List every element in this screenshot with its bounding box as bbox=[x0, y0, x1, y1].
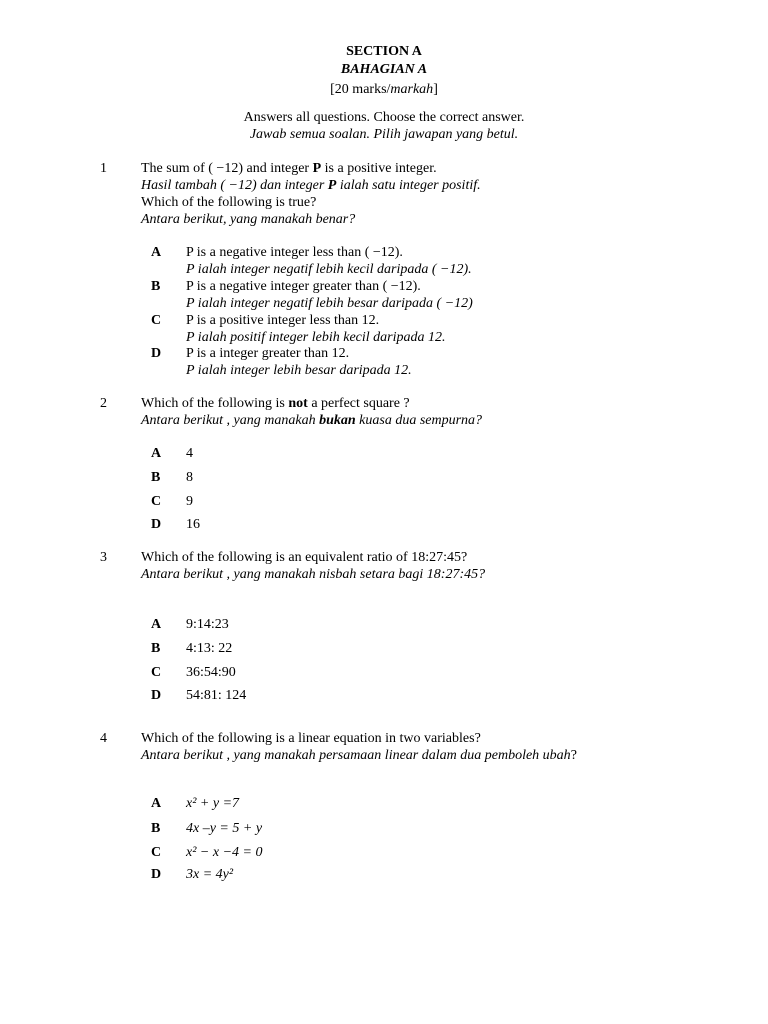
option-3d[interactable] bbox=[0, 687, 768, 704]
section-title: SECTION A bbox=[346, 44, 422, 59]
option-label: C bbox=[151, 313, 162, 328]
option-3b[interactable] bbox=[0, 640, 768, 657]
option-2b[interactable] bbox=[0, 469, 768, 486]
option-text: x² − x −4 = 0 bbox=[186, 845, 263, 860]
stem-line-en: Which of the following is true? bbox=[141, 195, 317, 210]
stem-emphasis: not bbox=[288, 396, 308, 411]
stem-line-ms bbox=[141, 177, 741, 194]
option-text-ms: P ialah integer negatif lebih kecil daripada ( −12). bbox=[186, 262, 472, 277]
option-2a[interactable] bbox=[0, 445, 768, 462]
option-text-en: P is a negative integer greater than ( −12). bbox=[186, 279, 421, 294]
option-text: 4:13: 22 bbox=[186, 641, 233, 656]
option-1a[interactable] bbox=[0, 244, 768, 278]
question-stem bbox=[141, 395, 741, 429]
stem-text: ialah satu integer positif. bbox=[336, 178, 481, 193]
option-label: C bbox=[151, 665, 162, 680]
option-text-ms: P ialah integer negatif lebih besar daripada ( −12) bbox=[186, 296, 473, 311]
option-label: D bbox=[151, 346, 162, 361]
option-text bbox=[186, 312, 726, 346]
marks-label bbox=[0, 81, 768, 98]
option-1d[interactable] bbox=[0, 345, 768, 379]
option-text: 9 bbox=[186, 494, 193, 509]
option-text-ms: P ialah positif integer lebih kecil daripada 12. bbox=[186, 330, 446, 345]
option-1c[interactable] bbox=[0, 312, 768, 346]
stem-line-ms bbox=[141, 412, 741, 429]
stem-line-ms bbox=[141, 747, 741, 764]
option-2c[interactable] bbox=[0, 493, 768, 510]
option-text: 8 bbox=[186, 470, 193, 485]
option-text: x² + y =7 bbox=[186, 796, 240, 811]
option-label: D bbox=[151, 688, 162, 703]
option-text: 36:54:90 bbox=[186, 665, 236, 680]
option-text-en: P is a integer greater than 12. bbox=[186, 346, 350, 361]
marks-bracket: ] bbox=[433, 82, 438, 97]
option-text bbox=[186, 244, 726, 278]
section-title-malay: BAHAGIAN A bbox=[340, 62, 428, 77]
option-label: B bbox=[151, 821, 161, 836]
stem-text: Hasil tambah ( −12) dan integer bbox=[141, 178, 328, 193]
option-label: B bbox=[151, 470, 161, 485]
option-label: A bbox=[151, 245, 162, 260]
option-label: B bbox=[151, 279, 161, 294]
option-text-en: P is a negative integer less than ( −12). bbox=[186, 245, 403, 260]
option-text: 16 bbox=[186, 517, 200, 532]
stem-line-en: Which of the following is a linear equation in two variables? bbox=[141, 731, 481, 746]
stem-text: Antara berikut , yang manakah bbox=[141, 413, 320, 428]
question-stem bbox=[141, 160, 741, 228]
marks-text: [20 marks/ bbox=[330, 82, 391, 97]
option-label: A bbox=[151, 617, 162, 632]
option-3a[interactable] bbox=[0, 616, 768, 633]
stem-text: Antara berikut , yang manakah persamaan linear dalam dua pemboleh ubah bbox=[141, 748, 571, 763]
option-label: A bbox=[151, 796, 162, 811]
stem-text: is a positive integer. bbox=[321, 161, 437, 176]
option-text: 54:81: 124 bbox=[186, 688, 247, 703]
option-text: 3x = 4y² bbox=[186, 867, 234, 882]
option-text-ms: P ialah integer lebih besar daripada 12. bbox=[186, 363, 412, 378]
option-label: B bbox=[151, 641, 161, 656]
question-number: 2 bbox=[100, 396, 107, 411]
option-label: A bbox=[151, 446, 162, 461]
stem-text: Which of the following is bbox=[141, 396, 289, 411]
option-label: C bbox=[151, 845, 162, 860]
marks-text-malay: markah bbox=[390, 82, 434, 97]
option-label: D bbox=[151, 517, 162, 532]
question-stem bbox=[141, 549, 741, 583]
option-text-en: P is a positive integer less than 12. bbox=[186, 313, 380, 328]
stem-line-ms: Antara berikut , yang manakah nisbah setara bagi 18:27:45? bbox=[141, 567, 486, 582]
stem-text: The sum of ( −12) and integer bbox=[141, 161, 313, 176]
option-text: 4 bbox=[186, 446, 193, 461]
option-3c[interactable] bbox=[0, 664, 768, 681]
stem-line-en: Which of the following is an equivalent ratio of 18:27:45? bbox=[141, 550, 468, 565]
option-2d[interactable] bbox=[0, 516, 768, 533]
instructions: Answers all questions. Choose the correct answer. bbox=[243, 110, 525, 125]
question-number: 1 bbox=[100, 161, 107, 176]
option-text: 4x –y = 5 + y bbox=[186, 821, 263, 836]
option-text: 9:14:23 bbox=[186, 617, 229, 632]
stem-var: P bbox=[312, 161, 322, 176]
option-text bbox=[186, 345, 726, 379]
option-text bbox=[186, 278, 726, 312]
stem-var: P bbox=[327, 178, 337, 193]
option-4c[interactable] bbox=[0, 844, 768, 861]
stem-text: a perfect square ? bbox=[307, 396, 410, 411]
option-4b[interactable] bbox=[0, 820, 768, 837]
stem-line-ms: Antara berikut, yang manakah benar? bbox=[141, 212, 356, 227]
instructions-malay: Jawab semua soalan. Pilih jawapan yang betul. bbox=[249, 127, 519, 142]
stem-text: kuasa dua sempurna? bbox=[355, 413, 483, 428]
question-number: 3 bbox=[100, 550, 107, 565]
question-stem bbox=[141, 730, 741, 764]
option-4d[interactable] bbox=[0, 866, 768, 883]
stem-line-en bbox=[141, 395, 741, 412]
option-label: C bbox=[151, 494, 162, 509]
stem-line-en bbox=[141, 160, 741, 177]
question-number: 4 bbox=[100, 731, 107, 746]
option-label: D bbox=[151, 867, 162, 882]
stem-emphasis: bukan bbox=[319, 413, 356, 428]
option-1b[interactable] bbox=[0, 278, 768, 312]
option-4a[interactable] bbox=[0, 795, 768, 812]
stem-text: ? bbox=[570, 748, 577, 763]
